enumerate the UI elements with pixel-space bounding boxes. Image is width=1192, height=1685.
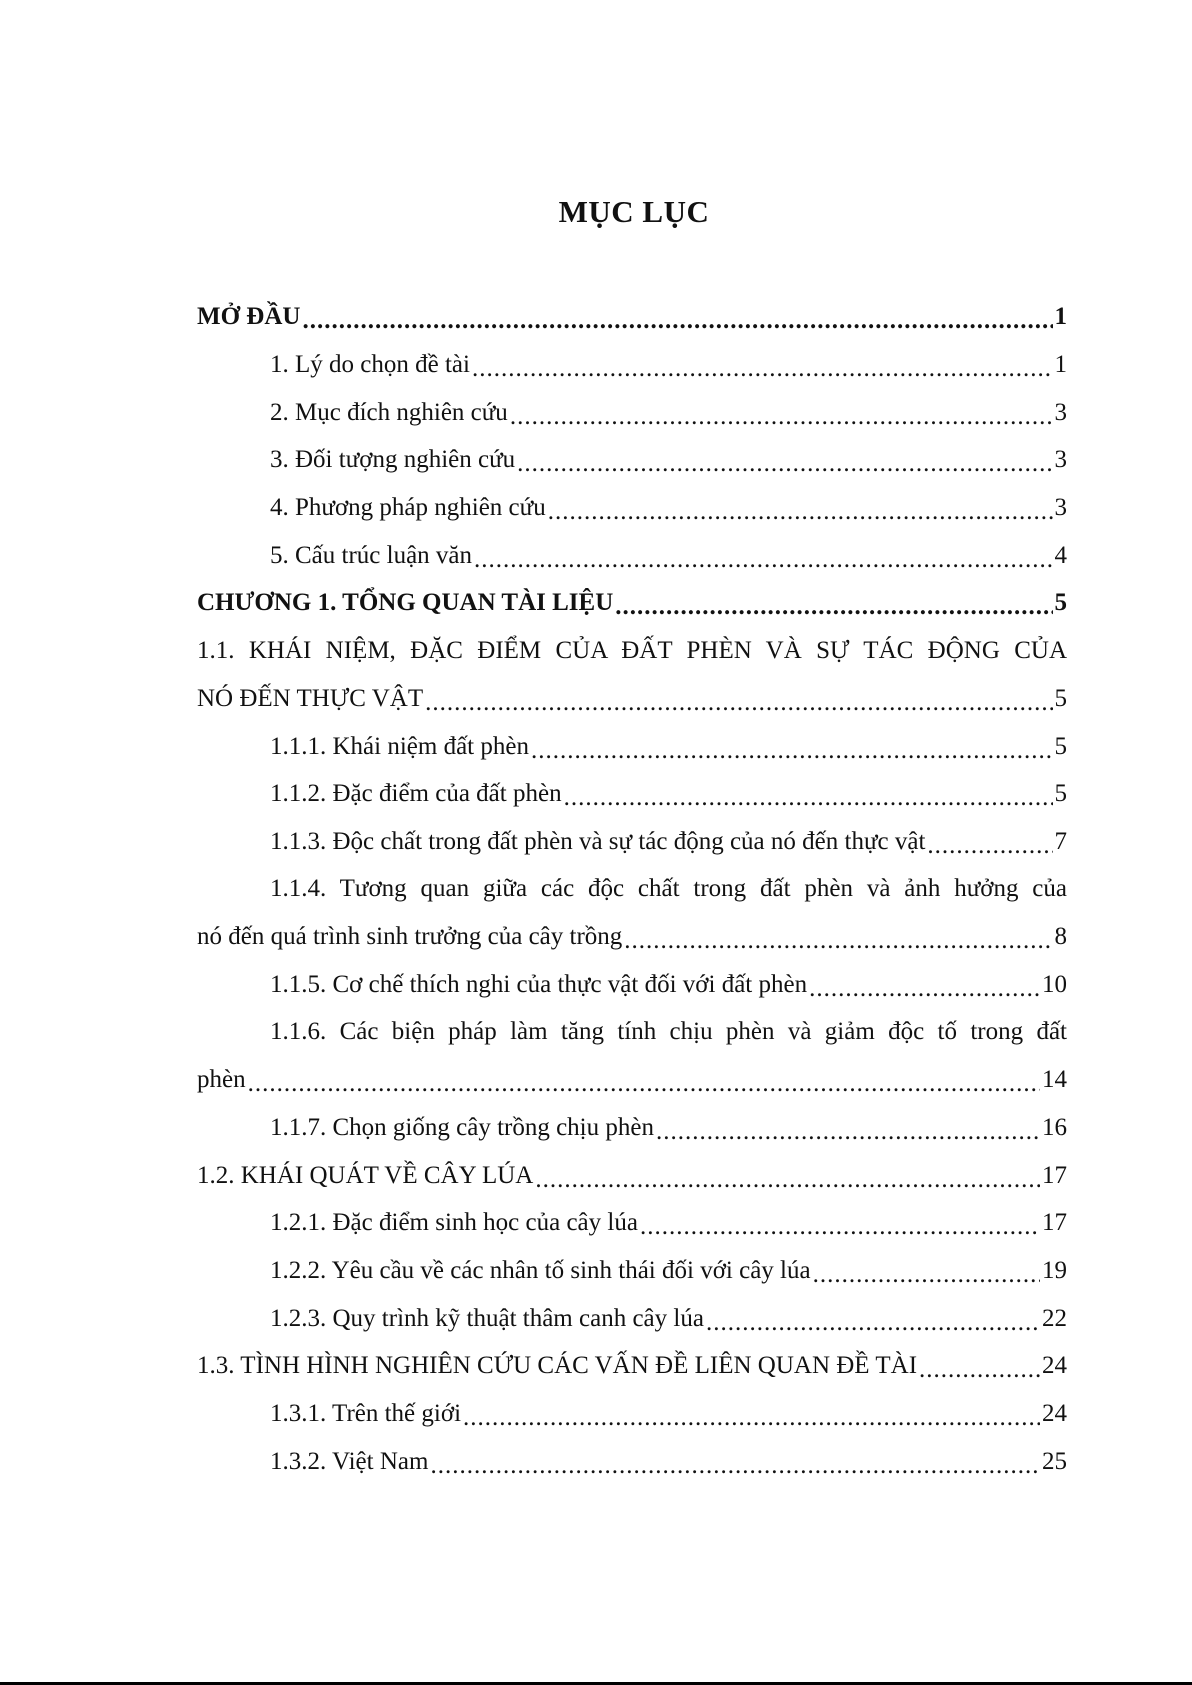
toc-entry-page: 17 <box>1042 1209 1067 1237</box>
toc-entry-page: 25 <box>1042 1447 1067 1475</box>
toc-entry-1-3[interactable] <box>197 1342 1067 1390</box>
toc-entry-label: 5. Cấu trúc luận văn <box>270 541 473 569</box>
toc-entry-label: 1.2.1. Đặc điểm sinh học của cây lúa <box>270 1209 638 1237</box>
dot-leader <box>548 499 1053 524</box>
dot-leader <box>919 1357 1040 1382</box>
toc-entry-page: 14 <box>1042 1066 1067 1094</box>
dot-leader <box>615 594 1052 619</box>
toc-entry-1-3-2[interactable] <box>197 1438 1067 1486</box>
toc-entry-1-1-4-line2[interactable] <box>197 913 1067 961</box>
toc-entry-page: 3 <box>1054 446 1067 474</box>
toc-entry-page: 3 <box>1054 398 1067 426</box>
toc-entry-muc-dich[interactable] <box>197 388 1067 436</box>
toc-entry-label: 1.1.7. Chọn giống cây trồng chịu phèn <box>270 1114 654 1142</box>
toc-entry-page: 1 <box>1054 351 1067 379</box>
toc-entry-page: 10 <box>1042 970 1067 998</box>
toc-entry-page: 19 <box>1042 1257 1067 1285</box>
toc-entry-1-1-line1[interactable]: 1.1. KHÁI NIỆM, ĐẶC ĐIỂM CỦA ĐẤT PHÈN VÀ SỰ TÁC ĐỘNG CỦA <box>197 636 1067 664</box>
toc-entry-1-1-2[interactable] <box>197 770 1067 818</box>
toc-entry-1-1-6-line2[interactable] <box>197 1056 1067 1104</box>
toc-entry-page: 8 <box>1054 923 1067 951</box>
toc-entry-label: 2. Mục đích nghiên cứu <box>270 398 508 426</box>
toc-entry-page: 4 <box>1054 541 1067 569</box>
toc-entry-page: 5 <box>1054 684 1067 712</box>
dot-leader <box>302 308 1052 333</box>
toc-entry-1-2-1[interactable] <box>197 1199 1067 1247</box>
toc-entry-label: 1.1.5. Cơ chế thích nghi của thực vật đối với đất phèn <box>270 970 808 998</box>
toc-entry-label: 1.2.2. Yêu cầu về các nhân tố sinh thái đối với cây lúa <box>270 1257 811 1285</box>
toc-entry-label: 1.3.1. Trên thế giới <box>270 1400 462 1428</box>
toc-entry-1-1-1[interactable] <box>197 722 1067 770</box>
toc-entry-label: nó đến quá trình sinh trưởng của cây trồng <box>197 923 623 951</box>
toc-entry-label: NÓ ĐẾN THỰC VẬT <box>197 684 424 712</box>
dot-leader <box>430 1453 1040 1478</box>
dot-leader <box>927 833 1052 858</box>
toc-entry-label: 1.2. KHÁI QUÁT VỀ CÂY LÚA <box>197 1161 534 1189</box>
toc-entry-mo-dau[interactable] <box>197 293 1067 341</box>
toc-entry-label: 1.1.1. Khái niệm đất phèn <box>270 732 529 760</box>
toc-entry-label: 1. Lý do chọn đề tài <box>270 351 470 379</box>
dot-leader <box>624 928 1052 953</box>
dot-leader <box>706 1310 1040 1335</box>
toc-entry-label: phèn <box>197 1066 246 1094</box>
dot-leader <box>531 738 1053 763</box>
toc-entry-page: 24 <box>1042 1400 1067 1428</box>
dot-leader <box>535 1167 1040 1192</box>
dot-leader <box>813 1262 1040 1287</box>
toc-entry-label: 4. Phương pháp nghiên cứu <box>270 494 546 522</box>
toc-entry-page: 5 <box>1054 589 1067 617</box>
page-title: MỤC LỤC <box>558 194 710 229</box>
table-of-contents <box>197 293 1067 1485</box>
toc-entry-label: MỞ ĐẦU <box>197 303 301 331</box>
toc-entry-1-1-line2[interactable] <box>197 675 1067 723</box>
dot-leader <box>640 1214 1040 1239</box>
toc-entry-1-1-7[interactable] <box>197 1104 1067 1152</box>
toc-entry-page: 7 <box>1054 827 1067 855</box>
toc-entry-label: 1.2.3. Quy trình kỹ thuật thâm canh cây lúa <box>270 1304 704 1332</box>
toc-entry-cau-truc[interactable] <box>197 531 1067 579</box>
toc-entry-label: 3. Đối tượng nghiên cứu <box>270 446 516 474</box>
toc-entry-label: 1.3. TÌNH HÌNH NGHIÊN CỨU CÁC VẤN ĐỀ LIÊN QUAN ĐỀ TÀI <box>197 1352 918 1380</box>
dot-leader <box>809 976 1040 1001</box>
toc-entry-1-3-1[interactable] <box>197 1390 1067 1438</box>
toc-entry-1-1-4-line1[interactable]: 1.1.4. Tương quan giữa các độc chất trong đất phèn và ảnh hưởng của <box>270 875 1067 903</box>
toc-entry-label: CHƯƠNG 1. TỔNG QUAN TÀI LIỆU <box>197 589 614 617</box>
toc-entry-page: 22 <box>1042 1304 1067 1332</box>
toc-entry-page: 16 <box>1042 1114 1067 1142</box>
toc-entry-page: 24 <box>1042 1352 1067 1380</box>
dot-leader <box>656 1119 1040 1144</box>
dot-leader <box>517 451 1052 476</box>
toc-entry-phuong-phap[interactable] <box>197 484 1067 532</box>
dot-leader <box>510 404 1053 429</box>
toc-entry-label: 1.1.3. Độc chất trong đất phèn và sự tác động của nó đến thực vật <box>270 827 926 855</box>
toc-entry-page: 5 <box>1054 732 1067 760</box>
toc-entry-page: 17 <box>1042 1161 1067 1189</box>
toc-entry-1-1-6-line1[interactable]: 1.1.6. Các biện pháp làm tăng tính chịu phèn và giảm độc tố trong đất <box>270 1018 1067 1046</box>
toc-entry-label: 1.3.2. Việt Nam <box>270 1447 429 1475</box>
toc-entry-1-1-3[interactable] <box>197 818 1067 866</box>
dot-leader <box>474 547 1052 572</box>
toc-entry-1-2-3[interactable] <box>197 1294 1067 1342</box>
toc-entry-page: 3 <box>1054 494 1067 522</box>
dot-leader <box>472 356 1053 381</box>
toc-entry-doi-tuong[interactable] <box>197 436 1067 484</box>
toc-entry-page: 1 <box>1054 303 1067 331</box>
toc-entry-1-1-5[interactable] <box>197 961 1067 1009</box>
dot-leader <box>425 690 1052 715</box>
dot-leader <box>463 1405 1040 1430</box>
toc-entry-1-2-2[interactable] <box>197 1247 1067 1295</box>
toc-entry-chuong-1[interactable] <box>197 579 1067 627</box>
toc-entry-page: 5 <box>1054 780 1067 808</box>
toc-entry-1-2[interactable] <box>197 1151 1067 1199</box>
dot-leader <box>564 785 1053 810</box>
dot-leader <box>248 1071 1040 1096</box>
toc-entry-ly-do[interactable] <box>197 341 1067 389</box>
toc-entry-label: 1.1.2. Đặc điểm của đất phèn <box>270 780 562 808</box>
